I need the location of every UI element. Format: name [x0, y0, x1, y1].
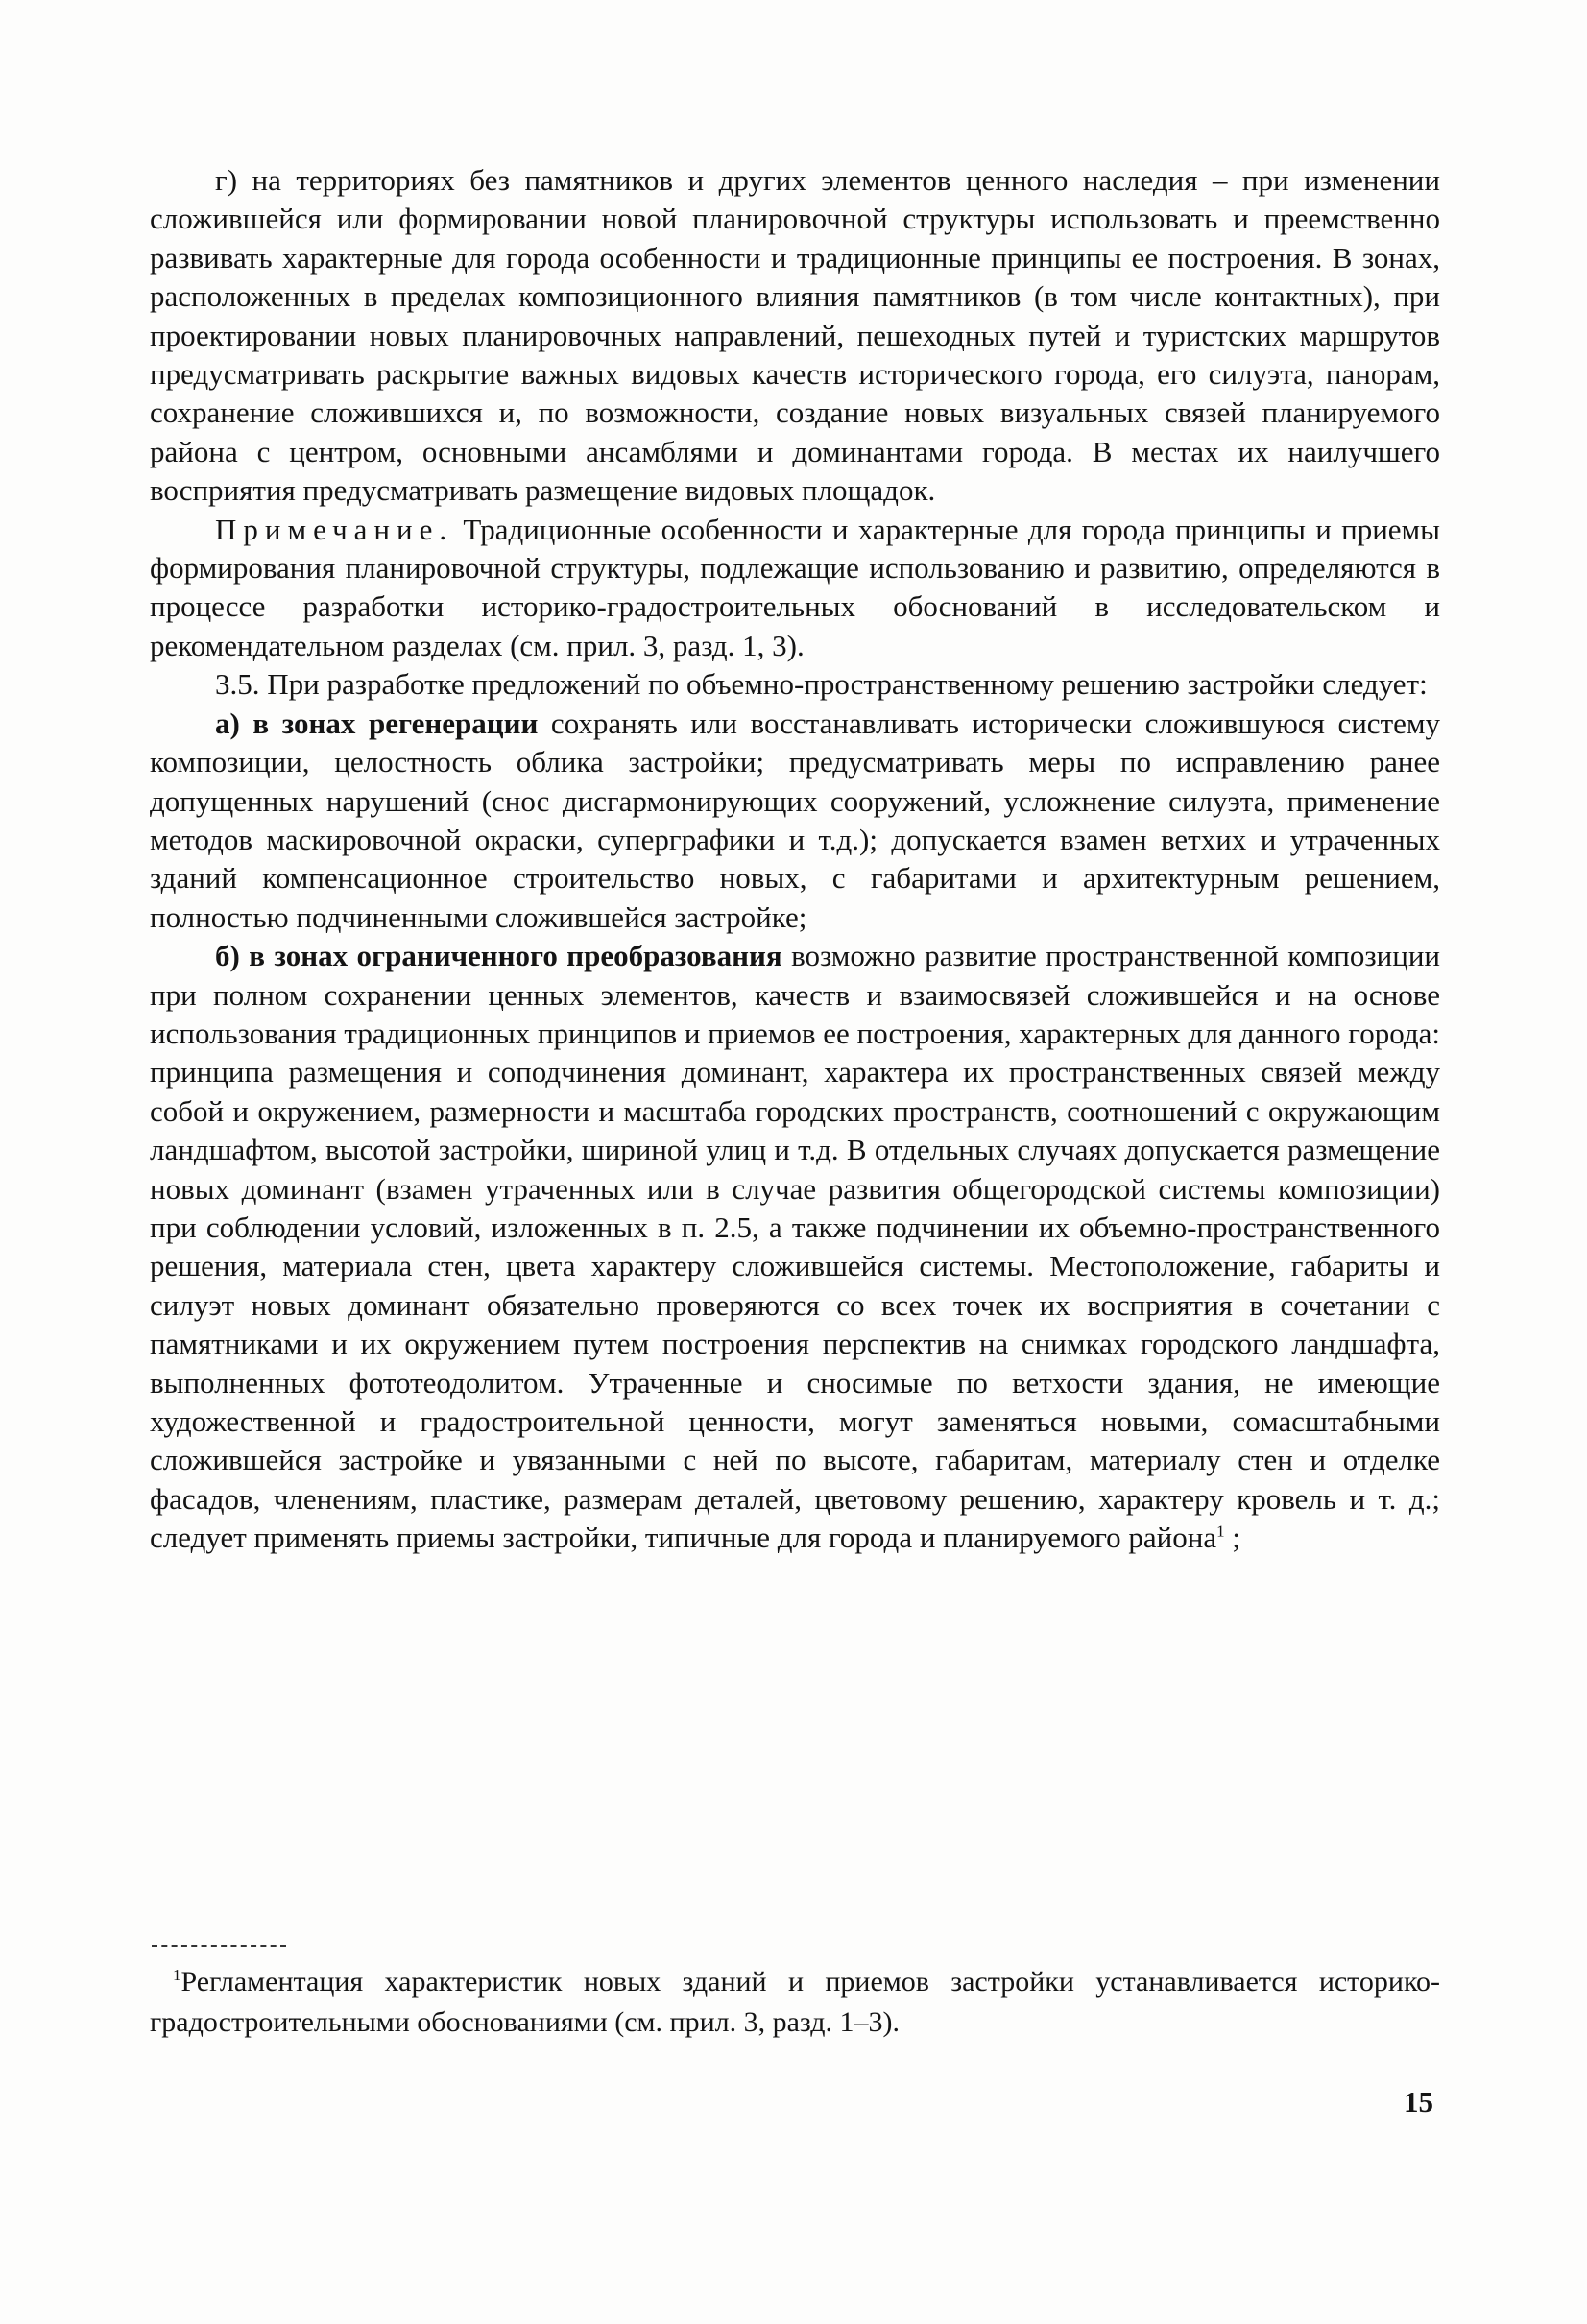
item-b-end: ;	[1224, 1521, 1240, 1555]
item-a-text: сохранять или восстанавливать исторически сложившуюся систему композиции, целостность облика застройки; предусматривать меры по исправлению ранее допущенных нарушений (снос дисгармонирующих сооружений, усложнение силуэта, применение методов маскировочной окраски, суперграфики и т.д.); допускается взамен ветхих и утраченных зданий компенсационное строительство новых, с габаритами и архитектурным решением, полностью подчиненными сложившейся застройке;	[150, 706, 1440, 934]
footnote	[150, 1962, 1440, 2043]
footnote-mark: 1	[173, 1966, 181, 1984]
note-text: Традиционные особенности и характерные для города принципы и приемы формирования планировочной структуры, подлежащие использованию и развитию, определяются в процессе разработки историко-градостроительных обоснований в исследовательском и рекомендательном разделах (см. прил. 3, разд. 1, 3).	[150, 512, 1440, 662]
section-3-5-text: 3.5. При разработке предложений по объемно-пространственному решению застройки следует:	[215, 667, 1428, 702]
item-b	[150, 937, 1440, 1558]
section-3-5	[150, 665, 1440, 704]
item-b-text: возможно развитие пространственной композиции при полном сохранении ценных элементов, качеств и взаимосвязей сложившейся и на основе использования традиционных принципов и приемов ее построения, характерных для данного города: принципа размещения и соподчинения доминант, характера их пространственных связей между собой и окружением, размерности и масштаба городских пространств, соотношений с окружающим ландшафтом, высотой застройки, шириной улиц и т.д. В отдельных случаях допускается размещение новых доминант (взамен утраченных или в случае развития общегородской системы композиции) при соблюдении условий, изложенных в п. 2.5, а также подчинении их объемно-пространственного решения, материала стен, цвета характеру сложившейся системы. Местоположение, габариты и силуэт новых доминант обязательно проверяются со всех точек их восприятия в сочетании с памятниками и их окружением путем построения перспектив на снимках городского ландшафта, выполненных фототеодолитом. Утраченные и сносимые по ветхости здания, не имеющие художественной и градостроительной ценности, могут заменяться новыми, сомасштабными сложившейся застройке и увязанными с ней по высоте, габаритам, материалу стен и отделке фасадов, членениям, пластике, размерам деталей, цветовому решению, характеру кровель и т. д.; следует применять приемы застройки, типичные для города и планируемого района	[150, 939, 1440, 1555]
item-a	[150, 705, 1440, 937]
main-text	[150, 161, 1440, 1558]
item-a-heading: а) в зонах регенерации	[215, 706, 539, 740]
paragraph-g	[150, 161, 1440, 511]
footnote-divider	[152, 1945, 286, 1947]
page-number: 15	[1404, 2085, 1433, 2119]
footnote-reference[interactable]: 1	[1216, 1521, 1225, 1541]
item-b-heading: б) в зонах ограниченного преобразования	[215, 939, 782, 973]
paragraph-g-text: г) на территориях без памятников и других элементов ценного наследия – при изменении сложившейся или формировании новой планировочной структуры использовать и преемственно развивать характерные для города особенности и традиционные принципы ее построения. В зонах, расположенных в пределах композиционного влияния памятников (в том числе контактных), при проектировании новых планировочных направлений, пешеходных путей и туристских маршрутов предусматривать раскрытие важных видовых качеств исторического города, его силуэта, панорам, сохранение сложившихся и, по возможности, создание новых визуальных связей планируемого района с центром, основными ансамблями и доминантами города. В местах их наилучшего восприятия предусматривать размещение видовых площадок.	[150, 163, 1440, 508]
note-label: Примечание.	[215, 512, 454, 546]
note-paragraph	[150, 511, 1440, 666]
footnote-text: Регламентация характеристик новых зданий и приемов застройки устанавливается историко-градостроительными обоснованиями (см. прил. 3, разд. 1–3).	[150, 1966, 1440, 2038]
